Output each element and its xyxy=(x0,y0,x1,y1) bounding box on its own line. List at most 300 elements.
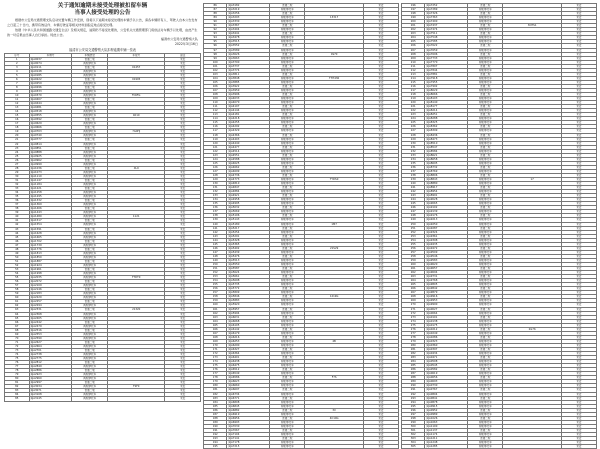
row-type: 两轮摩托车 xyxy=(270,279,305,283)
row-note: 未处 xyxy=(363,400,398,404)
row-plate: 闽A1406 xyxy=(29,207,72,211)
row-type: 普通二轮 xyxy=(468,186,503,190)
row-type: 两轮摩托车 xyxy=(468,218,503,222)
row-note: 未处 xyxy=(363,283,398,287)
row-index: 295 xyxy=(402,404,425,408)
row-plate: 闽A1628 xyxy=(29,231,72,235)
row-index: 225 xyxy=(402,121,425,125)
row-plate: 闽A9583 xyxy=(425,258,468,262)
row-index: 24 xyxy=(5,150,30,154)
row-plate: 闽A2035 xyxy=(29,276,72,280)
row-type: 两轮摩托车 xyxy=(270,198,305,202)
row-plate: 闽A6290 xyxy=(227,343,270,347)
row-index: 87 xyxy=(204,8,227,12)
notice-paragraph-1: 根据市公安局交通管理支队启动处置车辆工作安排，现将以下逾期未接受处理的车辆予以公告，请各车辆所有人、驾驶人自本公告发布之日起三十日内，携带有效证件、车辆行驶证等相关材料到指定地点接受处理。 xyxy=(7,18,198,27)
row-index: 72 xyxy=(5,344,30,348)
row-plate: 闽A7363 xyxy=(425,16,468,20)
row-note: 未处 xyxy=(165,219,201,223)
row-index: 30 xyxy=(5,174,30,178)
row-plate: 闽A7659 xyxy=(425,48,468,52)
row-type: 普通二轮 xyxy=(72,166,108,170)
row-note: 未处 xyxy=(363,311,398,315)
row-plate: 闽A7511 xyxy=(425,32,468,36)
row-type: 普通二轮 xyxy=(72,389,108,393)
row-plate: 闽A0175 xyxy=(425,323,468,327)
row-plate: 闽A6845 xyxy=(227,404,270,408)
row-note: 未处 xyxy=(363,36,398,40)
row-plate: 闽A9065 xyxy=(425,202,468,206)
row-index: 16 xyxy=(5,118,30,122)
row-note: 未处 xyxy=(363,388,398,392)
row-note: 未处 xyxy=(363,20,398,24)
row-type: 两轮摩托车 xyxy=(72,154,108,158)
row-type: 普通二轮 xyxy=(468,4,503,8)
row-plate: 闽A6438 xyxy=(227,360,270,364)
row-note: 未处 xyxy=(561,194,596,198)
row-note: 未处 xyxy=(561,210,596,214)
row-note: 未处 xyxy=(165,130,201,134)
row-plate: 闽A7474 xyxy=(425,28,468,32)
row-index: 135 xyxy=(204,202,227,206)
row-plate: 闽A9509 xyxy=(425,250,468,254)
row-plate: 闽A8954 xyxy=(425,190,468,194)
row-index: 108 xyxy=(204,93,227,97)
row-type: 两轮摩托车 xyxy=(72,251,108,255)
row-note: 未处 xyxy=(165,106,201,110)
row-type: 两轮摩托车 xyxy=(72,114,108,118)
row-plate: 闽A4699 xyxy=(227,169,270,173)
row-note: 未处 xyxy=(363,109,398,113)
row-note: 未处 xyxy=(363,242,398,246)
row-note: 未处 xyxy=(561,141,596,145)
row-type: 两轮摩托车 xyxy=(270,360,305,364)
row-note: 未处 xyxy=(363,250,398,254)
row-plate: 闽A6549 xyxy=(227,372,270,376)
row-note: 未处 xyxy=(165,191,201,195)
row-note: 未处 xyxy=(561,109,596,113)
row-plate: 闽A6993 xyxy=(227,420,270,424)
row-type: 普通二轮 xyxy=(468,376,503,380)
row-index: 221 xyxy=(402,105,425,109)
row-index: 91 xyxy=(204,24,227,28)
row-index: 265 xyxy=(402,283,425,287)
row-plate: 闽A4366 xyxy=(227,133,270,137)
row-frame: FC6FG xyxy=(108,93,165,97)
row-type: 两轮摩托车 xyxy=(270,161,305,165)
row-note: 未处 xyxy=(165,227,201,231)
row-type: 普通二轮 xyxy=(270,186,305,190)
row-type: 两轮摩托车 xyxy=(72,102,108,106)
row-plate: 闽A0360 xyxy=(425,343,468,347)
row-type: 两轮摩托车 xyxy=(72,203,108,207)
row-frame: 01905 xyxy=(108,77,165,81)
row-type: 两轮摩托车 xyxy=(72,276,108,280)
row-type: 普通二轮 xyxy=(468,356,503,360)
row-plate: 闽A6512 xyxy=(227,368,270,372)
row-plate: 闽A6771 xyxy=(227,396,270,400)
row-plate: 闽A9546 xyxy=(425,254,468,258)
row-plate: 闽A6808 xyxy=(227,400,270,404)
row-frame: 4010 xyxy=(108,114,165,118)
row-plate: 闽A3367 xyxy=(227,24,270,28)
row-type: 普通二轮 xyxy=(468,396,503,400)
row-plate: 闽A8473 xyxy=(425,137,468,141)
row-plate: 闽A0841 xyxy=(425,396,468,400)
row-index: 257 xyxy=(402,250,425,254)
row-index: 13 xyxy=(5,106,30,110)
row-index: 39 xyxy=(5,211,30,215)
row-plate: 闽A8140 xyxy=(425,101,468,105)
row-type: 两轮摩托车 xyxy=(72,122,108,126)
row-note: 未处 xyxy=(165,85,201,89)
row-index: 236 xyxy=(402,165,425,169)
row-index: 1 xyxy=(5,57,30,61)
row-note: 未处 xyxy=(363,356,398,360)
row-index: 59 xyxy=(5,292,30,296)
row-index: 75 xyxy=(5,357,30,361)
row-frame: 21320 xyxy=(108,308,165,312)
row-note: 未处 xyxy=(165,377,201,381)
row-plate: 闽A4329 xyxy=(227,129,270,133)
row-note: 未处 xyxy=(363,113,398,117)
row-type: 两轮摩托车 xyxy=(72,130,108,134)
row-note: 未处 xyxy=(363,206,398,210)
row-plate: 闽A0582 xyxy=(425,368,468,372)
row-plate: 闽A2664 xyxy=(29,344,72,348)
row-type: 两轮摩托车 xyxy=(72,316,108,320)
row-plate: 闽A0777 xyxy=(29,138,72,142)
row-index: 125 xyxy=(204,161,227,165)
row-note: 未处 xyxy=(561,380,596,384)
row-index: 65 xyxy=(5,316,30,320)
row-note: 未处 xyxy=(165,73,201,77)
row-index: 246 xyxy=(402,206,425,210)
vehicle-table-3 xyxy=(401,3,597,449)
row-plate: 闽A1211 xyxy=(425,437,468,441)
row-type: 普通二轮 xyxy=(270,234,305,238)
row-type: 两轮摩托车 xyxy=(72,296,108,300)
row-type: 两轮摩托车 xyxy=(270,80,305,84)
row-note: 未处 xyxy=(561,396,596,400)
row-note: 未处 xyxy=(165,272,201,276)
row-note: 未处 xyxy=(561,129,596,133)
row-type: 普通二轮 xyxy=(72,146,108,150)
row-note: 未处 xyxy=(363,279,398,283)
row-type: 普通二轮 xyxy=(270,4,305,8)
row-note: 未处 xyxy=(561,279,596,283)
row-index: 109 xyxy=(204,97,227,101)
row-plate: 闽A7844 xyxy=(425,68,468,72)
row-index: 137 xyxy=(204,210,227,214)
row-note: 未处 xyxy=(363,101,398,105)
row-index: 67 xyxy=(5,324,30,328)
row-note: 未处 xyxy=(561,368,596,372)
row-index: 8 xyxy=(5,85,30,89)
row-type: 两轮摩托车 xyxy=(468,36,503,40)
row-type: 两轮摩托车 xyxy=(270,20,305,24)
column-2 xyxy=(203,3,399,449)
row-type: 两轮摩托车 xyxy=(270,157,305,161)
row-index: 44 xyxy=(5,231,30,235)
row-plate: 闽A8547 xyxy=(425,145,468,149)
row-type: 两轮摩托车 xyxy=(72,93,108,97)
row-type: 普通二轮 xyxy=(270,275,305,279)
row-plate: 闽A4736 xyxy=(227,173,270,177)
row-type: 普通二轮 xyxy=(468,125,503,129)
row-index: 146 xyxy=(204,246,227,250)
row-plate: 闽A7696 xyxy=(425,52,468,56)
row-note: 未处 xyxy=(561,117,596,121)
row-type: 两轮摩托车 xyxy=(468,20,503,24)
row-plate: 闽A7992 xyxy=(425,84,468,88)
row-note: 未处 xyxy=(561,198,596,202)
row-index: 280 xyxy=(402,343,425,347)
row-index: 212 xyxy=(402,68,425,72)
header-type: 车辆类型 xyxy=(72,53,108,57)
row-note: 未处 xyxy=(165,267,201,271)
row-note: 未处 xyxy=(363,331,398,335)
row-index: 48 xyxy=(5,247,30,251)
row-plate: 闽A7067 xyxy=(227,428,270,432)
row-plate: 闽A4810 xyxy=(227,182,270,186)
row-index: 279 xyxy=(402,339,425,343)
row-index: 103 xyxy=(204,72,227,76)
row-note: 未处 xyxy=(165,207,201,211)
row-plate: 闽A7807 xyxy=(425,64,468,68)
row-type: 普通二轮 xyxy=(468,52,503,56)
row-index: 32 xyxy=(5,183,30,187)
row-index: 205 xyxy=(402,40,425,44)
row-frame: T7H436 xyxy=(305,76,364,80)
row-plate: 闽A0249 xyxy=(425,331,468,335)
row-index: 29 xyxy=(5,170,30,174)
row-type: 普通二轮 xyxy=(468,214,503,218)
row-type: 两轮摩托车 xyxy=(72,373,108,377)
row-type: 两轮摩托车 xyxy=(468,271,503,275)
row-plate: 闽A3478 xyxy=(227,36,270,40)
row-index: 196 xyxy=(402,4,425,8)
row-note: 未处 xyxy=(561,311,596,315)
row-index: 116 xyxy=(204,125,227,129)
row-note: 未处 xyxy=(165,255,201,259)
row-type: 普通二轮 xyxy=(270,327,305,331)
row-plate: 闽A0999 xyxy=(29,162,72,166)
row-note: 未处 xyxy=(363,368,398,372)
row-type: 两轮摩托车 xyxy=(72,336,108,340)
row-note: 未处 xyxy=(165,146,201,150)
row-index: 281 xyxy=(402,347,425,351)
row-type: 两轮摩托车 xyxy=(270,339,305,343)
row-plate: 闽A2849 xyxy=(29,365,72,369)
row-note: 未处 xyxy=(165,324,201,328)
row-note: 未处 xyxy=(165,61,201,65)
row-note: 未处 xyxy=(363,437,398,441)
row-plate: 闽A8066 xyxy=(425,93,468,97)
row-index: 89 xyxy=(204,16,227,20)
row-plate: 闽A2738 xyxy=(29,352,72,356)
row-index: 118 xyxy=(204,133,227,137)
row-index: 11 xyxy=(5,98,30,102)
row-type: 两轮摩托车 xyxy=(72,73,108,77)
row-type: 两轮摩托车 xyxy=(468,424,503,428)
row-type: 普通二轮 xyxy=(72,340,108,344)
row-plate: 闽A5994 xyxy=(227,311,270,315)
row-note: 未处 xyxy=(561,303,596,307)
table-row xyxy=(204,445,399,449)
row-note: 未处 xyxy=(561,412,596,416)
row-plate: 闽A6327 xyxy=(227,347,270,351)
row-type: 两轮摩托车 xyxy=(468,149,503,153)
row-index: 197 xyxy=(402,8,425,12)
row-index: 202 xyxy=(402,28,425,32)
row-index: 189 xyxy=(204,420,227,424)
row-plate: 闽A4218 xyxy=(227,117,270,121)
row-index: 269 xyxy=(402,299,425,303)
row-plate: 闽A0804 xyxy=(425,392,468,396)
row-type: 两轮摩托车 xyxy=(270,271,305,275)
row-index: 199 xyxy=(402,16,425,20)
row-index: 110 xyxy=(204,101,227,105)
row-plate: 闽A7326 xyxy=(425,12,468,16)
row-type: 普通二轮 xyxy=(468,84,503,88)
row-note: 未处 xyxy=(363,420,398,424)
row-type: 两轮摩托车 xyxy=(72,255,108,259)
row-type: 两轮摩托车 xyxy=(468,432,503,436)
row-note: 未处 xyxy=(363,254,398,258)
row-plate: 闽A8769 xyxy=(425,169,468,173)
row-type: 普通二轮 xyxy=(72,118,108,122)
row-plate: 闽A5328 xyxy=(227,238,270,242)
row-index: 42 xyxy=(5,223,30,227)
row-type: 两轮摩托车 xyxy=(270,412,305,416)
row-note: 未处 xyxy=(165,98,201,102)
row-plate: 闽A1137 xyxy=(425,428,468,432)
row-type: 普通二轮 xyxy=(72,381,108,385)
row-type: 两轮摩托车 xyxy=(468,117,503,121)
row-type: 两轮摩托车 xyxy=(468,202,503,206)
row-type: 两轮摩托车 xyxy=(468,404,503,408)
row-index: 143 xyxy=(204,234,227,238)
row-type: 两轮摩托车 xyxy=(270,372,305,376)
row-plate: 闽A0481 xyxy=(29,106,72,110)
row-plate: 闽A9213 xyxy=(425,218,468,222)
row-type: 两轮摩托车 xyxy=(468,238,503,242)
row-plate: 闽A9472 xyxy=(425,246,468,250)
row-note: 未处 xyxy=(165,312,201,316)
row-type: 两轮摩托车 xyxy=(468,311,503,315)
row-index: 187 xyxy=(204,412,227,416)
row-plate: 闽A3663 xyxy=(227,56,270,60)
row-type: 两轮摩托车 xyxy=(468,109,503,113)
row-note: 未处 xyxy=(363,198,398,202)
row-note: 未处 xyxy=(165,389,201,393)
row-note: 未处 xyxy=(561,392,596,396)
row-index: 14 xyxy=(5,110,30,114)
row-type: 两轮摩托车 xyxy=(468,8,503,12)
row-plate: 闽A7733 xyxy=(425,56,468,60)
row-note: 未处 xyxy=(561,72,596,76)
row-note: 未处 xyxy=(561,182,596,186)
row-type: 普通二轮 xyxy=(72,98,108,102)
row-index: 136 xyxy=(204,206,227,210)
row-index: 92 xyxy=(204,28,227,32)
row-note: 未处 xyxy=(165,393,201,397)
row-plate: 闽A7955 xyxy=(425,80,468,84)
row-type: 两轮摩托车 xyxy=(270,28,305,32)
row-type: 两轮摩托车 xyxy=(468,364,503,368)
row-plate: 闽A1443 xyxy=(29,211,72,215)
row-note: 未处 xyxy=(363,299,398,303)
row-index: 19 xyxy=(5,130,30,134)
row-note: 未处 xyxy=(165,369,201,373)
row-type: 普通二轮 xyxy=(270,24,305,28)
row-index: 83 xyxy=(5,389,30,393)
row-note: 未处 xyxy=(165,308,201,312)
row-index: 128 xyxy=(204,173,227,177)
row-plate: 闽A3330 xyxy=(227,20,270,24)
row-index: 283 xyxy=(402,356,425,360)
row-index: 273 xyxy=(402,315,425,319)
row-plate: 闽A1258 xyxy=(29,191,72,195)
row-plate: 闽A8029 xyxy=(425,88,468,92)
row-type: 普通二轮 xyxy=(72,106,108,110)
row-note: 未处 xyxy=(363,428,398,432)
row-type: 两轮摩托车 xyxy=(270,218,305,222)
row-plate: 闽A2553 xyxy=(29,332,72,336)
row-type: 两轮摩托车 xyxy=(468,141,503,145)
row-note: 未处 xyxy=(165,211,201,215)
row-type: 两轮摩托车 xyxy=(270,56,305,60)
row-note: 未处 xyxy=(363,169,398,173)
row-type: 两轮摩托车 xyxy=(468,16,503,20)
row-note: 未处 xyxy=(561,68,596,72)
row-plate: 闽A4403 xyxy=(227,137,270,141)
row-index: 181 xyxy=(204,388,227,392)
vehicle-table-2 xyxy=(203,3,399,449)
row-index: 15 xyxy=(5,114,30,118)
row-type: 普通二轮 xyxy=(270,52,305,56)
row-plate: 闽A1248 xyxy=(425,441,468,445)
row-type: 普通二轮 xyxy=(270,84,305,88)
row-note: 未处 xyxy=(561,12,596,16)
row-plate: 闽A0767 xyxy=(425,388,468,392)
row-plate: 闽A0518 xyxy=(29,110,72,114)
row-note: 未处 xyxy=(561,352,596,356)
row-type: 普通二轮 xyxy=(72,239,108,243)
row-frame xyxy=(108,397,165,401)
row-plate: 闽A1554 xyxy=(29,223,72,227)
row-plate: 闽A5291 xyxy=(227,234,270,238)
row-plate: 闽A8917 xyxy=(425,186,468,190)
row-note: 未处 xyxy=(363,40,398,44)
row-note: 未处 xyxy=(363,12,398,16)
row-plate: 闽A8695 xyxy=(425,161,468,165)
row-type: 两轮摩托车 xyxy=(72,365,108,369)
row-type: 两轮摩托车 xyxy=(270,97,305,101)
row-index: 300 xyxy=(402,424,425,428)
row-note: 未处 xyxy=(165,195,201,199)
row-note: 未处 xyxy=(165,183,201,187)
row-type: 两轮摩托车 xyxy=(468,97,503,101)
row-plate: 闽A2220 xyxy=(29,296,72,300)
row-plate: 闽A5957 xyxy=(227,307,270,311)
row-note: 未处 xyxy=(561,24,596,28)
row-plate: 闽A0656 xyxy=(425,376,468,380)
row-plate: 闽A0407 xyxy=(29,98,72,102)
row-plate: 闽A3071 xyxy=(29,389,72,393)
row-plate: 闽A9805 xyxy=(425,283,468,287)
row-note: 未处 xyxy=(363,186,398,190)
